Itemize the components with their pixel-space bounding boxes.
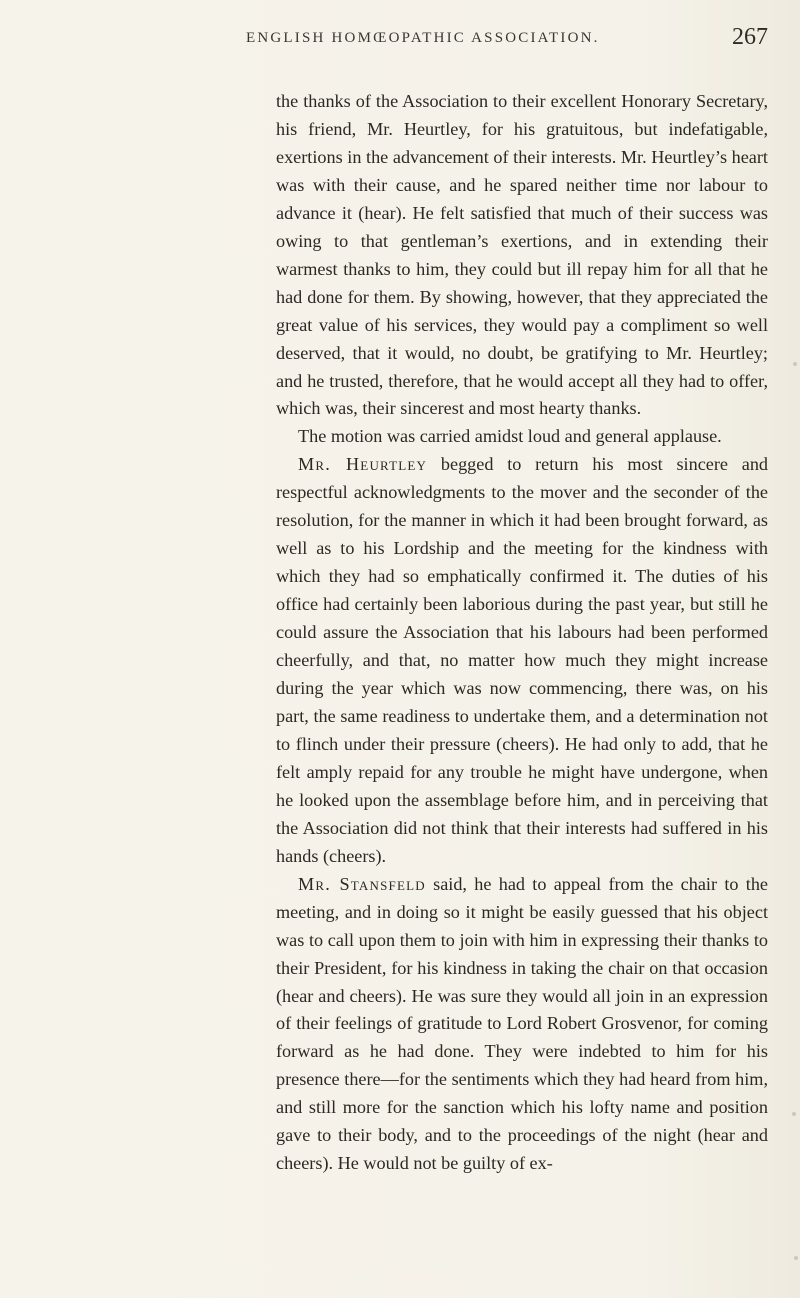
paragraph-4-text: said, he had to appeal from the chair to the meeting, and in doing so it might be easily guessed that his object was to call upon them to join with him in expressing their thanks to their President, for his kindness in taking the chair on that occasion (hear and cheers). He was sure they would all join in an expression of their feelings of gratitude to Lord Robert Grosvenor, for coming forward as he had done. They were indebted to him for his presence there—for the sentiments which they had heard from him, and still more for the sanction which his lofty name and position gave to their body, and to the proceedings of the night (hear and cheers). He would not be guilty of ex- (276, 873, 768, 1174)
running-title: ENGLISH HOMŒOPATHIC ASSOCIATION. (246, 30, 600, 46)
speaker-name: Mr. Stansfeld (298, 873, 426, 894)
paragraph-3-text: begged to return his most sincere and respectful acknowledgments to the mover and the seconder of the resolution, for the manner in which it had been brought forward, as well as to his Lordship and the meeting for the kindness with which they had so emphatically confirmed it. The duties of his office had certainly been laborious during the past year, but still he could assure the Association that his labours had been performed cheerfully, and that, no matter how much they might increase during the year which was now commencing, there was, on his part, the same readiness to undertake them, and a determination not to flinch under their pressure (cheers). He had only to add, that he felt amply repaid for any trouble he might have undergone, when he looked upon the assemblage before him, and in perceiving that the Association did not think that their interests had suffered in his hands (cheers). (276, 454, 769, 866)
margin-speck (792, 1112, 796, 1116)
speaker-name: Mr. Heurtley (298, 454, 428, 475)
paragraph-3 (276, 451, 768, 870)
page-number: 267 (732, 24, 768, 50)
margin-speck (794, 1256, 798, 1260)
body-text (276, 88, 768, 1178)
page-header (246, 24, 768, 64)
paragraph-1: the thanks of the Association to their excellent Honorary Secretary, his friend, Mr. Heurtley, for his gratuitous, but indefatigable, exertions in the advancement of their interests. Mr. Heurtley’s heart was with their cause, and he spared neither time nor labour to advance it (hear). He felt satisfied that much of their success was owing to that gentleman’s exertions, and in extending their warmest thanks to him, they could but ill repay him for all that he had done for them. By showing, however, that they appreciated the great value of his services, they would pay a compliment so well deserved, that it would, no doubt, be gratifying to Mr. Heurtley; and he trusted, therefore, that he would accept all they had to offer, which was, their sincerest and most hearty thanks. (276, 91, 768, 419)
paragraph-4 (276, 871, 768, 1178)
paragraph-2: The motion was carried amidst loud and general applause. (298, 426, 722, 447)
margin-speck (793, 362, 797, 366)
